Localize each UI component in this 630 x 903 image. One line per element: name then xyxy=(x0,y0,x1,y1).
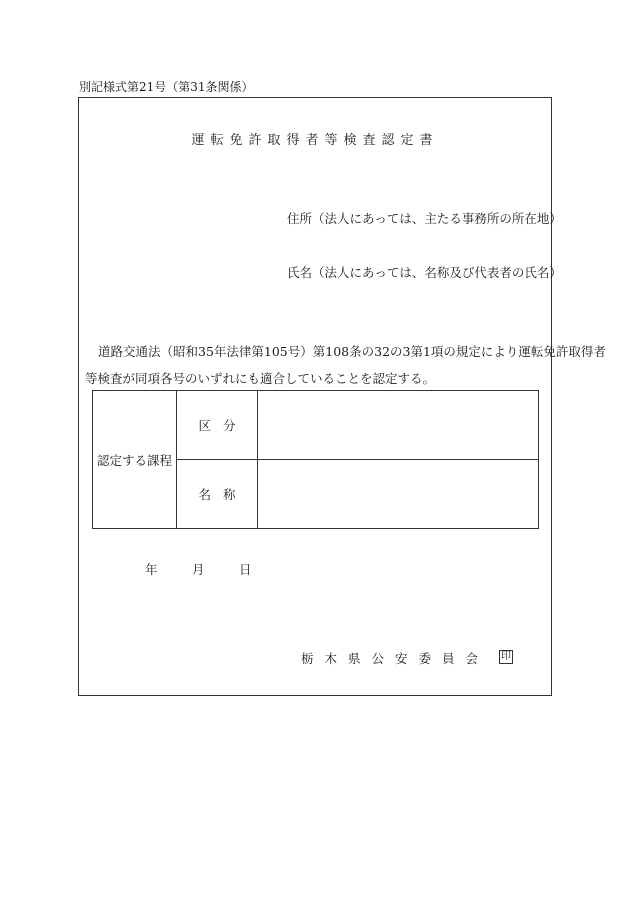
course-name-value[interactable] xyxy=(258,460,539,529)
document-title: 運転免許取得者等検査認定書 xyxy=(191,133,439,148)
course-header: 認定する課程 xyxy=(93,391,177,529)
seal-mark: 印 xyxy=(501,651,511,662)
name-label: 氏名（法人にあっては、名称及び代表者の氏名） xyxy=(287,265,562,280)
form-number: 別記様式第21号（第31条関係） xyxy=(79,80,254,94)
date-day-label: 日 xyxy=(239,562,252,577)
date-year-label: 年 xyxy=(145,562,158,577)
course-name-label: 名称 xyxy=(177,460,258,529)
statement-line-2: 等検査が同項各号のいずれにも適合していることを認定する。 xyxy=(85,371,436,386)
table-row xyxy=(93,391,539,460)
category-value[interactable] xyxy=(258,391,539,460)
address-label: 住所（法人にあっては、主たる事務所の所在地） xyxy=(287,211,562,226)
course-table xyxy=(92,390,539,529)
category-label: 区分 xyxy=(177,391,258,460)
date-month-label: 月 xyxy=(192,562,205,577)
certification-statement xyxy=(85,338,606,392)
statement-line-1: 道路交通法（昭和35年法律第105号）第108条の32の3第1項の規定により運転免許取得者 xyxy=(98,344,606,359)
issuer-name: 栃木県公安委員会 xyxy=(301,651,490,666)
certificate-frame xyxy=(78,97,606,696)
